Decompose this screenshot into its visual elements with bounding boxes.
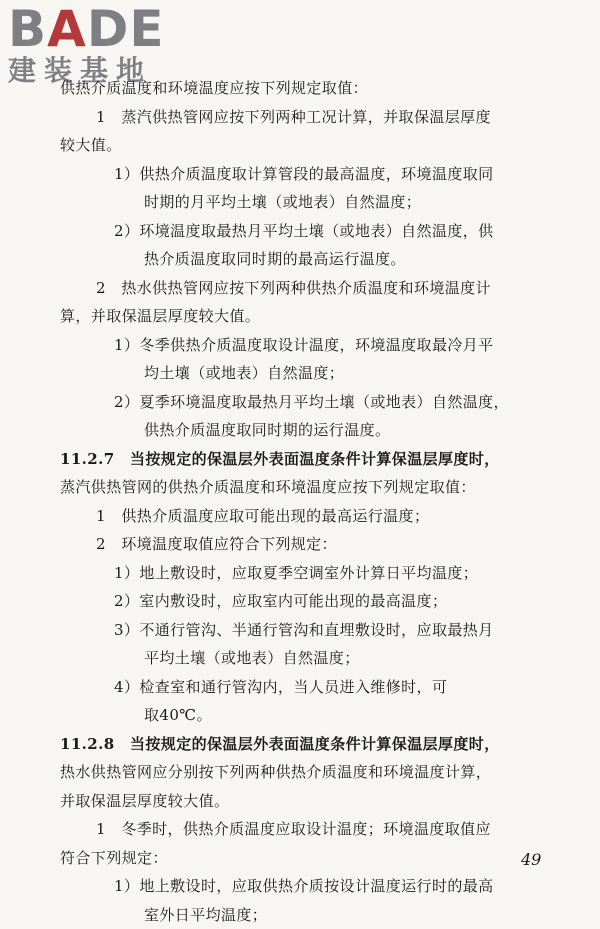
text-line: 平均土壤（或地表）自然温度； bbox=[60, 644, 570, 673]
text-line: 较大值。 bbox=[60, 131, 570, 160]
text-line: 1）冬季供热介质温度取设计温度，环境温度取最冷月平 bbox=[60, 331, 570, 360]
logo-wordmark: BADE bbox=[8, 4, 165, 54]
text-line: 11.2.7 当按规定的保温层外表面温度条件计算保温层厚度时， bbox=[60, 445, 570, 474]
text-line: 4）检查室和通行管沟内，当人员进入维修时，可 bbox=[60, 673, 570, 702]
page-number: 49 bbox=[521, 850, 541, 869]
text-line: 供热介质温度取同时期的运行温度。 bbox=[60, 416, 570, 445]
text-line: 2 环境温度取值应符合下列规定： bbox=[60, 530, 570, 559]
text-line: 取40℃。 bbox=[60, 701, 570, 730]
text-line: 1）地上敷设时，应取供热介质按设计温度运行时的最高 bbox=[60, 872, 570, 901]
text-line: 1 蒸汽供热管网应按下列两种工况计算，并取保温层厚度 bbox=[60, 103, 570, 132]
text-line: 11.2.8 当按规定的保温层外表面温度条件计算保温层厚度时， bbox=[60, 730, 570, 759]
text-line: 2）室内敷设时，应取室内可能出现的最高温度； bbox=[60, 587, 570, 616]
text-line: 算，并取保温层厚度较大值。 bbox=[60, 302, 570, 331]
document-body bbox=[60, 74, 570, 929]
text-line: 1）供热介质温度取计算管段的最高温度，环境温度取同 bbox=[60, 160, 570, 189]
text-line: 蒸汽供热管网的供热介质温度和环境温度应按下列规定取值： bbox=[60, 473, 570, 502]
text-line: 符合下列规定： bbox=[60, 844, 570, 873]
text-line: 热水供热管网应分别按下列两种供热介质温度和环境温度计算， bbox=[60, 758, 570, 787]
text-line: 1 冬季时，供热介质温度应取设计温度；环境温度取值应 bbox=[60, 815, 570, 844]
text-line: 2）环境温度取最热月平均土壤（或地表）自然温度，供 bbox=[60, 217, 570, 246]
text-line: 供热介质温度和环境温度应按下列规定取值： bbox=[60, 74, 570, 103]
text-line: 并取保温层厚度较大值。 bbox=[60, 787, 570, 816]
text-line: 时期的月平均土壤（或地表）自然温度； bbox=[60, 188, 570, 217]
text-line: 1）地上敷设时，应取夏季空调室外计算日平均温度； bbox=[60, 559, 570, 588]
text-line: 室外日平均温度； bbox=[60, 901, 570, 929]
logo-chinese-name: 建装基地 bbox=[8, 54, 152, 88]
text-line: 热介质温度取同时期的最高运行温度。 bbox=[60, 245, 570, 274]
text-line: 2）夏季环境温度取最热月平均土壤（或地表）自然温度， bbox=[60, 388, 570, 417]
text-line: 3）不通行管沟、半通行管沟和直埋敷设时，应取最热月 bbox=[60, 616, 570, 645]
text-line: 2 热水供热管网应按下列两种供热介质温度和环境温度计 bbox=[60, 274, 570, 303]
text-line: 1 供热介质温度应取可能出现的最高运行温度； bbox=[60, 502, 570, 531]
text-line: 均土壤（或地表）自然温度； bbox=[60, 359, 570, 388]
